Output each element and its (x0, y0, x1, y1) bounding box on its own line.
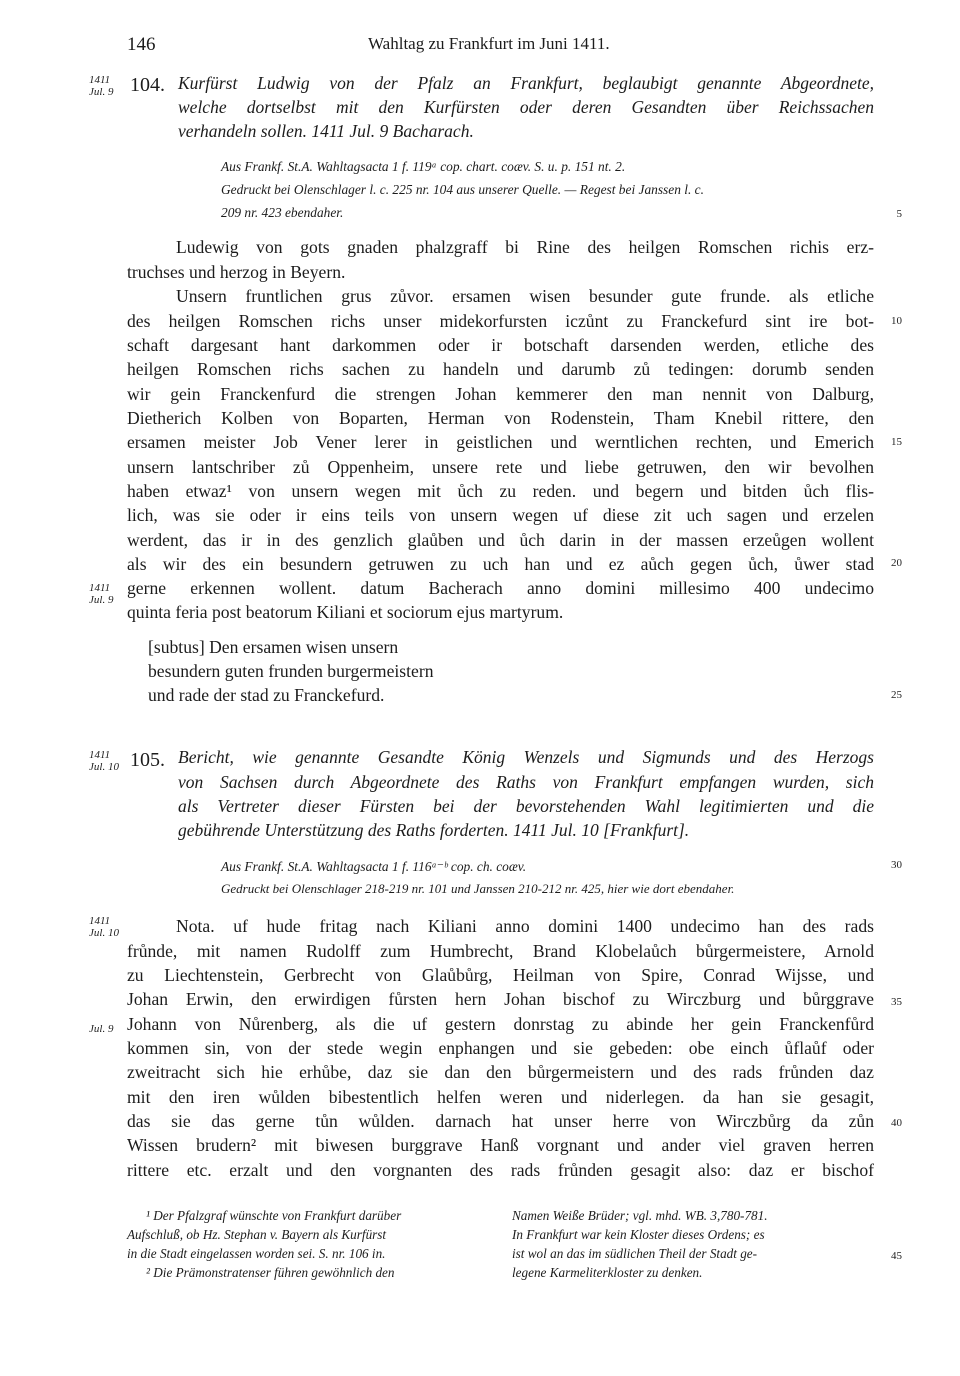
line-number: 10 (891, 315, 902, 327)
footnote-line: In Frankfurt war kein Kloster dieses Ordens; es (512, 1227, 765, 1242)
address-line: [subtus] Den ersamen wisen unsern (148, 637, 399, 657)
line-number: 35 (891, 996, 902, 1008)
text-line: rittere etc. erzalt und den vorgnanten des rads frůnden gesagit also: daz er bischof (127, 1160, 874, 1180)
text-line: gerne erkennen wollent. datum Bacherach anno domini millesimo 400 undecimo (127, 578, 874, 598)
text-line: schaft dargesant hant darkommen oder ir botschaft darsenden werden, etliche des (127, 335, 874, 355)
margin-date-105: 1411 Jul. 10 (89, 749, 119, 773)
source-note-line: 209 nr. 423 ebendaher. (221, 205, 344, 220)
source-note-line: Aus Frankf. St.A. Wahltagsacta 1 f. 116ᵃ⁻ᵇ cop. ch. coæv. (221, 859, 527, 874)
text-line: frůnde, mit namen Rudolff zum Humbrecht, Brand Klobelaůch bůrgermeistere, Arnold (127, 941, 874, 961)
text-line: truchses und herzog in Beyern. (127, 262, 346, 282)
source-note-line: Aus Frankf. St.A. Wahltagsacta 1 f. 119ᵃ cop. chart. coæv. S. u. p. 151 nt. 2. (221, 159, 626, 174)
margin-date-104: 1411 Jul. 9 (89, 74, 114, 98)
text-line: lich, was sie oder ir eins teils von unsern wegen uf diese zit uch sagen und erzelen (127, 505, 874, 525)
text-line: heilgen Romschen richs sachen zu handeln und darumb zů tedingen: dorumb senden (127, 359, 874, 379)
line-number: 25 (891, 689, 902, 701)
margin-date-nota: 1411 Jul. 10 (89, 915, 119, 939)
line-number: 45 (891, 1250, 902, 1262)
margin-date-jul9: Jul. 9 (89, 1023, 114, 1035)
document-title-line: als Vertreter dieser Fürsten bei der bevorstehenden Wahl legitimierten und die (178, 796, 874, 816)
document-title-line: verhandeln sollen. 1411 Jul. 9 Bacharach. (178, 121, 474, 141)
text-line: Unsern fruntlichen grus zůvor. ersamen wisen besunder gute frunde. als etliche (176, 286, 874, 306)
address-line: besundern guten frunden burgermeistern (148, 661, 434, 681)
line-number: 15 (891, 436, 902, 448)
footnote-line: Aufschluß, ob Hz. Stephan v. Bayern als Kurfürst (127, 1227, 387, 1242)
text-line: des heilgen Romschen richs unser midekorfursten iczůnt zu Franckefurd sint ire bot- (127, 311, 874, 331)
source-note-line: Gedruckt bei Olenschlager 218-219 nr. 101 und Janssen 210-212 nr. 425, hier wie dort ebendaher. (221, 881, 735, 896)
text-line: haben etwaz¹ von unsern wegen mit ůch zu reden. und begern und bitden ůch flis- (127, 481, 874, 501)
line-number: 20 (891, 557, 902, 569)
footnote-line: Namen Weiße Brüder; vgl. mhd. WB. 3,780-781. (512, 1208, 768, 1223)
document-title-line: Kurfürst Ludwig von der Pfalz an Frankfurt, beglaubigt genannte Abgeordnete, (178, 73, 874, 93)
line-number: 40 (891, 1117, 902, 1129)
text-line: Nota. uf hude fritag nach Kiliani anno domini 1400 undecimo han des rads (176, 916, 874, 936)
text-line: zweitracht sich hie erhůbe, daz sie dan den bůrgermeistern und des rads frůnden daz (127, 1062, 874, 1082)
text-line: ersamen meister Job Vener lerer in geistlichen und werntlichen rechten, und Emerich (127, 432, 874, 452)
text-line: werdent, das ir in des genzlich glaůben und ůch darin in der massen erzeůgen wollent (127, 530, 874, 550)
running-title: Wahltag zu Frankfurt im Juni 1411. (368, 34, 610, 53)
text-line: mit den iren wůlden bibestentlich helfen weren und niderlegen. da han sie gesagit, (127, 1087, 874, 1107)
margin-date-datum: 1411 Jul. 9 (89, 582, 114, 606)
document-title-line: von Sachsen durch Abgeordnete des Raths von Frankfurt empfangen wurden, sich (178, 772, 874, 792)
address-line: und rade der stad zu Franckefurd. (148, 685, 385, 705)
document-title-line: welche dortselbst mit den Kurfürsten oder deren Gesandten über Reichssachen (178, 97, 874, 117)
text-line: quinta feria post beatorum Kiliani et sociorum ejus martyrum. (127, 602, 564, 622)
document-number-105: 105. (130, 749, 165, 771)
footnote-line: in die Stadt eingelassen worden sei. S. nr. 106 in. (127, 1246, 386, 1261)
text-line: Johann von Nůrenberg, als die uf gestern donrstag zu abinde her gein Franckenfůrd (127, 1014, 874, 1034)
text-line: wir gein Franckenfurd die strengen Johan kemmerer den man nennit von Dalburg, (127, 384, 874, 404)
source-note-line: Gedruckt bei Olenschlager l. c. 225 nr. 104 aus unserer Quelle. — Regest bei Janssen l. c. (221, 182, 704, 197)
footnote-line: ² Die Prämonstratenser führen gewöhnlich den (146, 1265, 395, 1280)
text-line: unsern lantschriber zů Oppenheim, unsere rete und liebe getruwen, den wir bevolhen (127, 457, 874, 477)
text-line: Dietherich Kolben von Boparten, Herman von Rodenstein, Tham Knebil rittere, den (127, 408, 874, 428)
footnote-line: ¹ Der Pfalzgraf wünschte von Frankfurt darüber (146, 1208, 402, 1223)
page-number: 146 (127, 34, 156, 55)
document-number-104: 104. (130, 74, 165, 96)
document-title-line: gebührende Unterstützung des Raths forderten. 1411 Jul. 10 [Frankfurt]. (178, 820, 690, 840)
text-line: kommen sin, von der stede wegin enphangen und sie gebeden: obe einch ůflaůf oder (127, 1038, 874, 1058)
document-title-line: Bericht, wie genannte Gesandte König Wenzels und Sigmunds und des Herzogs (178, 747, 874, 767)
text-line: zu Liechtenstein, Gerbrecht von Glaůbůrg, Heilman von Spire, Conrad Wijsse, und (127, 965, 874, 985)
footnote-line: ist wol an das im südlichen Theil der Stadt ge- (512, 1246, 758, 1261)
line-number: 5 (896, 208, 902, 220)
text-line: als wir des ein besundern getruwen zu uch han und ez aůch gegen ůch, ůwer stad (127, 554, 874, 574)
text-line: das sie das gerne tůn wůlden. darnach hat unser herre von Wirczbůrg da zůn (127, 1111, 874, 1131)
text-line: Johan Erwin, den erwirdigen fůrsten hern Johan bischof zu Wirczburg und bůrggrave (127, 989, 874, 1009)
footnote-line: legene Karmeliterkloster zu denken. (512, 1265, 703, 1280)
text-line: Ludewig von gots gnaden phalzgraff bi Rine des heilgen Romschen richis erz- (176, 237, 874, 257)
text-line: Wissen brudern² mit biwesen burggrave Hanß vorgnant und ander viel graven herren (127, 1135, 874, 1155)
line-number: 30 (891, 859, 902, 871)
